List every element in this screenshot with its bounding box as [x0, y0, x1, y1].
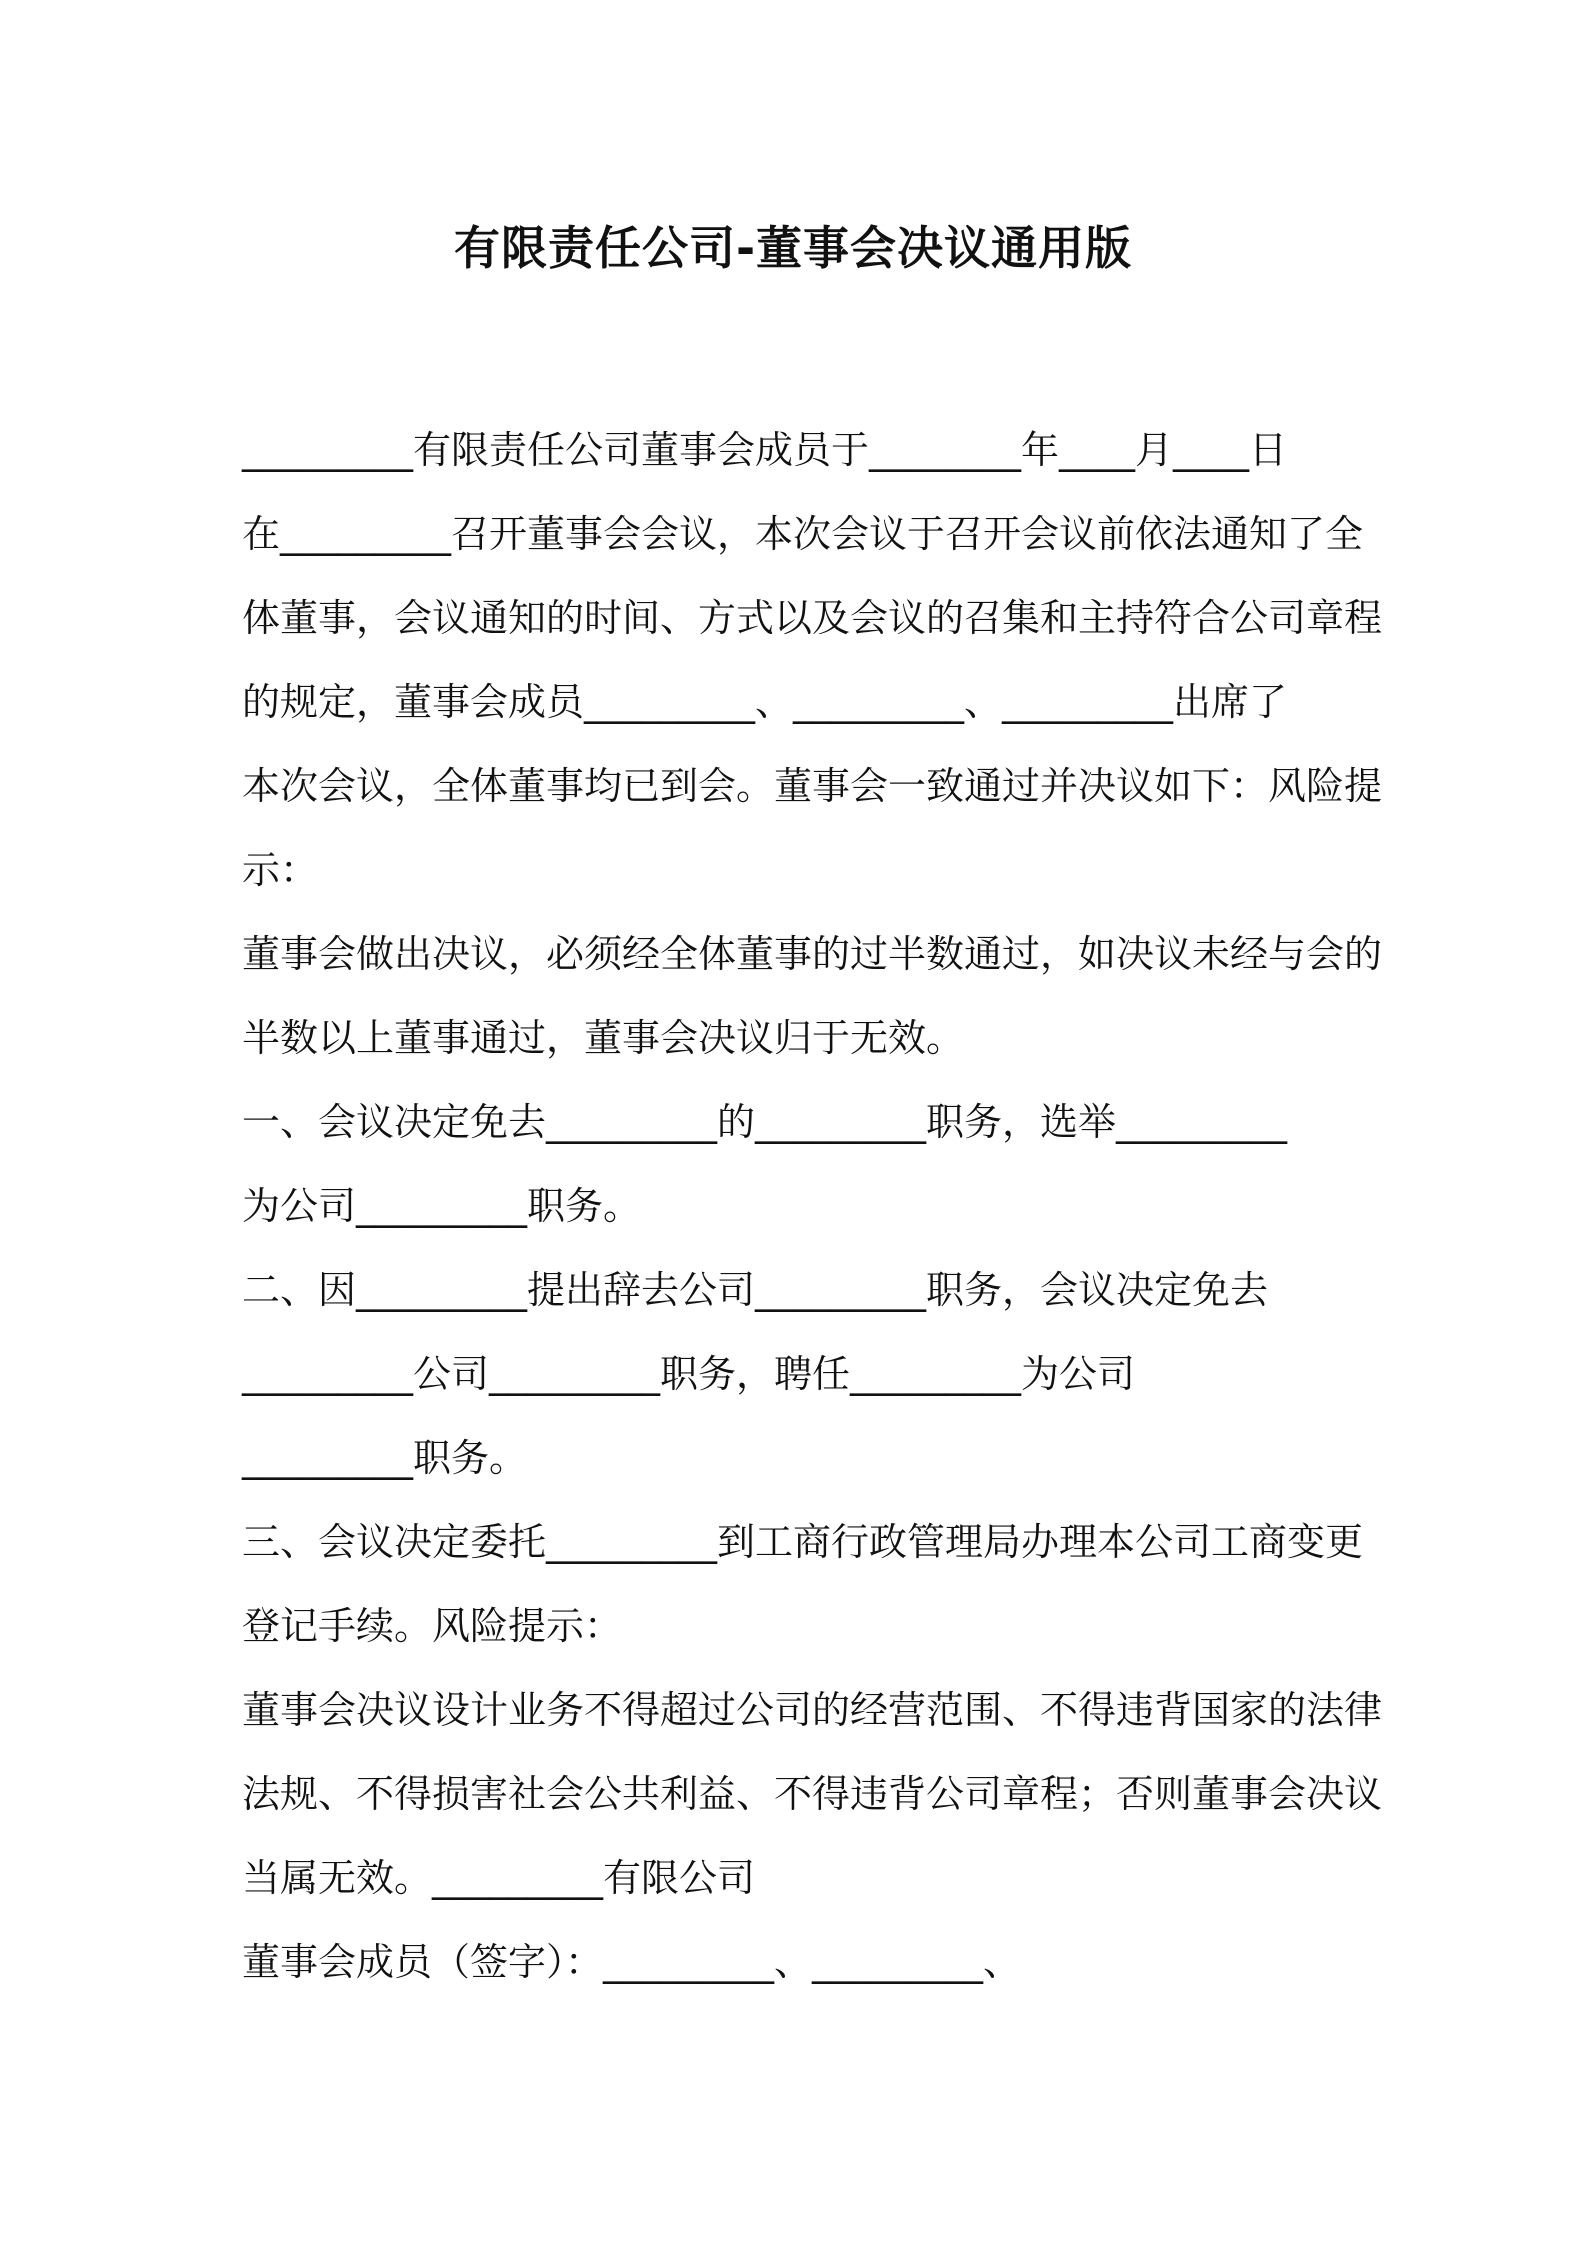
- text-line: 体董事，会议通知的时间、方式以及会议的召集和主持符合公司章程: [242, 596, 1383, 640]
- text-line: 的规定，董事会成员_________、_________、_________出席了: [242, 680, 1288, 724]
- text-line: 登记手续。风险提示：: [242, 1604, 623, 1648]
- text-line: 为公司_________职务。: [242, 1184, 642, 1228]
- text-line: 当属无效。_________有限公司: [242, 1856, 756, 1900]
- text-line: 本次会议，全体董事均已到会。董事会一致通过并决议如下：风险提: [242, 764, 1383, 808]
- document-title: 有限责任公司-董事会决议通用版: [453, 221, 1133, 275]
- text-line: _________有限责任公司董事会成员于________年____月____日: [242, 428, 1288, 472]
- text-line: 董事会做出决议，必须经全体董事的过半数通过，如决议未经与会的: [242, 932, 1383, 976]
- text-line: _________职务。: [242, 1436, 528, 1480]
- text-line: 在_________召开董事会会议，本次会议于召开会议前依法通知了全: [242, 512, 1364, 556]
- text-line: 董事会成员（签字）：_________、_________、: [242, 1940, 1022, 1984]
- text-line: 法规、不得损害社会公共利益、不得违背公司章程；否则董事会决议: [242, 1772, 1383, 1816]
- text-line: 董事会决议设计业务不得超过公司的经营范围、不得违背国家的法律: [242, 1688, 1383, 1732]
- text-line: 三、会议决定委托_________到工商行政管理局办理本公司工商变更: [242, 1520, 1364, 1564]
- text-line: 半数以上董事通过，董事会决议归于无效。: [242, 1016, 965, 1060]
- text-line: _________公司_________职务，聘任_________为公司: [242, 1352, 1136, 1396]
- text-line: 一、会议决定免去_________的_________职务，选举_________: [242, 1100, 1288, 1144]
- text-line: 二、因_________提出辞去公司_________职务，会议决定免去: [242, 1268, 1269, 1312]
- text-line: 示：: [242, 848, 319, 892]
- document-body: [242, 408, 1383, 2004]
